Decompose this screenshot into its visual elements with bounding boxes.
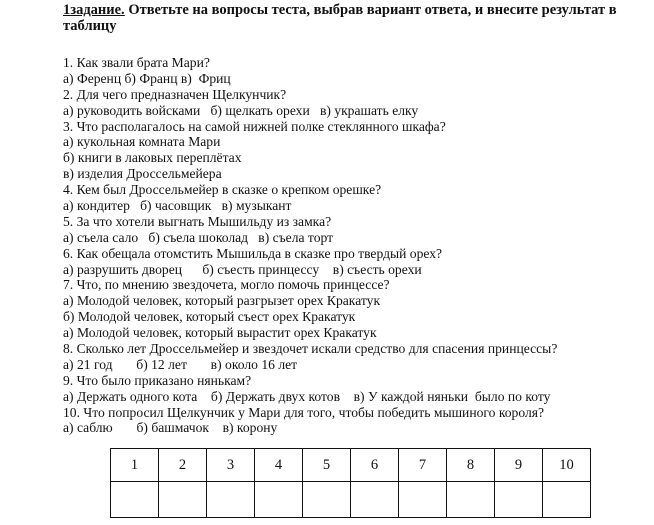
task-label: 1задание.	[63, 2, 125, 18]
answer-table-header-cell: 8	[447, 449, 495, 482]
question-list	[63, 55, 648, 436]
answer-cell-2[interactable]	[159, 482, 207, 518]
question-10: 10. Что попросил Щелкунчик у Мари для того, чтобы победить мышиного короля?	[63, 404, 545, 420]
question-2-options: а) руководить войсками б) щелкать орехи в) украшать елку	[63, 102, 419, 118]
question-5: 5. За что хотели выгнать Мышильду из замка?	[63, 213, 332, 229]
question-8: 8. Сколько лет Дроссельмейер и звездочет искали средство для спасения принцессы?	[63, 341, 558, 357]
question-3-option-b: б) книги в лаковых переплётах	[63, 150, 242, 166]
answer-table-header-cell: 7	[399, 449, 447, 482]
answer-table-header-cell: 2	[159, 449, 207, 482]
answer-table-answer-row	[111, 482, 591, 518]
task-instruction: Ответьте на вопросы теста, выбрав вариант ответа, и внесите результат в таблицу	[63, 2, 617, 34]
question-10-options: а) саблю б) башмачок в) корону	[63, 420, 278, 436]
answer-table-header-cell: 3	[207, 449, 255, 482]
question-1: 1. Как звали брата Мари?	[63, 55, 210, 70]
question-2: 2. Для чего предназначен Щелкунчик?	[63, 86, 287, 102]
answer-table-header-cell: 1	[111, 449, 159, 482]
answer-cell-7[interactable]	[399, 482, 447, 518]
answer-table-header-row	[111, 449, 591, 482]
answer-table-header-cell: 9	[495, 449, 543, 482]
question-7: 7. Что, по мнению звездочета, могло помочь принцессе?	[63, 277, 390, 293]
question-4-options: а) кондитер б) часовщик в) музыкант	[63, 198, 292, 214]
answer-table-header-cell: 10	[543, 449, 591, 482]
task-heading	[63, 2, 648, 34]
question-7-option-a: а) Молодой человек, который разгрызет орех Кракатук	[63, 293, 381, 309]
question-9-options: а) Держать одного кота б) Держать двух котов в) У каждой няньки было по коту	[63, 388, 551, 404]
answer-table-header-cell: 4	[255, 449, 303, 482]
question-6: 6. Как обещала отомстить Мышильда в сказке про твердый орех?	[63, 245, 443, 261]
question-3-option-a: а) кукольная комната Мари	[63, 134, 221, 150]
question-3-option-c: в) изделия Дроссельмейера	[63, 166, 222, 182]
question-7-option-b: б) Молодой человек, который съест орех Кракатук	[63, 309, 356, 325]
answer-table	[110, 448, 591, 518]
question-6-options: а) разрушить дворец б) съесть принцессу в) съесть орехи	[63, 261, 422, 277]
answer-cell-1[interactable]	[111, 482, 159, 518]
question-9: 9. Что было приказано нянькам?	[63, 372, 252, 388]
document	[63, 2, 648, 436]
answer-cell-4[interactable]	[255, 482, 303, 518]
answer-cell-9[interactable]	[495, 482, 543, 518]
answer-cell-6[interactable]	[351, 482, 399, 518]
answer-table-header-cell: 6	[351, 449, 399, 482]
question-4: 4. Кем был Дроссельмейер в сказке о крепком орешке?	[63, 182, 382, 198]
question-8-options: а) 21 год б) 12 лет в) около 16 лет	[63, 356, 298, 372]
question-1-options: а) Ференц б) Франц в) Фриц	[63, 70, 231, 86]
answer-cell-10[interactable]	[543, 482, 591, 518]
question-3: 3. Что располагалось на самой нижней полке стеклянного шкафа?	[63, 118, 446, 134]
question-5-options: а) съела сало б) съела шоколад в) съела торт	[63, 229, 334, 245]
answer-cell-5[interactable]	[303, 482, 351, 518]
answer-cell-8[interactable]	[447, 482, 495, 518]
question-7-option-c: а) Молодой человек, который вырастит орех Кракатук	[63, 325, 377, 341]
answer-table-header-cell: 5	[303, 449, 351, 482]
answer-cell-3[interactable]	[207, 482, 255, 518]
